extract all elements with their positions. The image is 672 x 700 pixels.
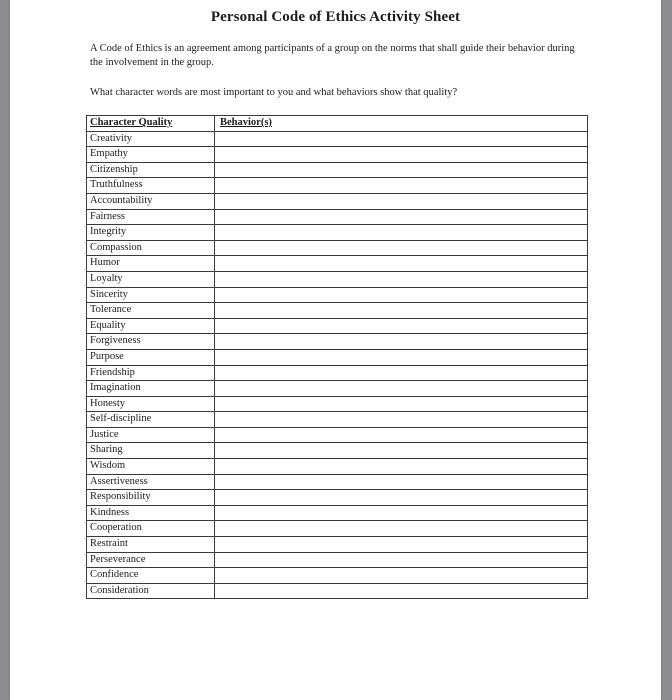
behavior-cell[interactable] bbox=[215, 537, 588, 553]
behavior-cell[interactable] bbox=[215, 349, 588, 365]
table-row bbox=[87, 537, 588, 553]
quality-cell: Accountability bbox=[87, 193, 215, 209]
quality-cell: Humor bbox=[87, 256, 215, 272]
table-row bbox=[87, 209, 588, 225]
table-row bbox=[87, 147, 588, 163]
quality-cell: Kindness bbox=[87, 505, 215, 521]
table-row bbox=[87, 505, 588, 521]
quality-cell: Restraint bbox=[87, 537, 215, 553]
quality-cell: Responsibility bbox=[87, 490, 215, 506]
quality-cell: Equality bbox=[87, 318, 215, 334]
behavior-cell[interactable] bbox=[215, 552, 588, 568]
quality-cell: Integrity bbox=[87, 225, 215, 241]
quality-cell: Honesty bbox=[87, 396, 215, 412]
table-row bbox=[87, 318, 588, 334]
table-row bbox=[87, 193, 588, 209]
quality-cell: Empathy bbox=[87, 147, 215, 163]
table-row bbox=[87, 412, 588, 428]
table-row bbox=[87, 256, 588, 272]
behavior-cell[interactable] bbox=[215, 318, 588, 334]
table-row bbox=[87, 381, 588, 397]
behavior-cell[interactable] bbox=[215, 412, 588, 428]
behavior-cell[interactable] bbox=[215, 583, 588, 599]
worksheet-page bbox=[10, 0, 661, 700]
quality-cell: Compassion bbox=[87, 240, 215, 256]
header-behaviors: Behavior(s) bbox=[215, 116, 588, 132]
table-row bbox=[87, 334, 588, 350]
table-row bbox=[87, 271, 588, 287]
quality-cell: Self-discipline bbox=[87, 412, 215, 428]
behavior-cell[interactable] bbox=[215, 381, 588, 397]
quality-cell: Consideration bbox=[87, 583, 215, 599]
behavior-cell[interactable] bbox=[215, 147, 588, 163]
behavior-cell[interactable] bbox=[215, 474, 588, 490]
behavior-cell[interactable] bbox=[215, 459, 588, 475]
quality-cell: Assertiveness bbox=[87, 474, 215, 490]
quality-cell: Loyalty bbox=[87, 271, 215, 287]
behavior-cell[interactable] bbox=[215, 240, 588, 256]
behavior-cell[interactable] bbox=[215, 131, 588, 147]
table-row bbox=[87, 443, 588, 459]
behavior-cell[interactable] bbox=[215, 256, 588, 272]
quality-cell: Sincerity bbox=[87, 287, 215, 303]
behavior-cell[interactable] bbox=[215, 303, 588, 319]
behavior-cell[interactable] bbox=[215, 193, 588, 209]
behavior-cell[interactable] bbox=[215, 271, 588, 287]
behavior-cell[interactable] bbox=[215, 209, 588, 225]
quality-cell: Fairness bbox=[87, 209, 215, 225]
table-row bbox=[87, 459, 588, 475]
quality-cell: Sharing bbox=[87, 443, 215, 459]
table-row bbox=[87, 287, 588, 303]
header-character-quality: Character Quality bbox=[87, 116, 215, 132]
table-header-row bbox=[87, 116, 588, 132]
quality-cell: Confidence bbox=[87, 568, 215, 584]
quality-cell: Creativity bbox=[87, 131, 215, 147]
quality-cell: Wisdom bbox=[87, 459, 215, 475]
quality-cell: Truthfulness bbox=[87, 178, 215, 194]
behavior-cell[interactable] bbox=[215, 427, 588, 443]
table-row bbox=[87, 303, 588, 319]
behavior-cell[interactable] bbox=[215, 225, 588, 241]
prompt-question: What character words are most important to you and what behaviors show that quality? bbox=[90, 87, 458, 98]
table-body bbox=[87, 131, 588, 599]
behavior-cell[interactable] bbox=[215, 162, 588, 178]
table-row bbox=[87, 178, 588, 194]
behavior-cell[interactable] bbox=[215, 396, 588, 412]
quality-cell: Imagination bbox=[87, 381, 215, 397]
ethics-table bbox=[86, 115, 588, 599]
quality-cell: Citizenship bbox=[87, 162, 215, 178]
table-row bbox=[87, 131, 588, 147]
table-row bbox=[87, 568, 588, 584]
behavior-cell[interactable] bbox=[215, 568, 588, 584]
quality-cell: Justice bbox=[87, 427, 215, 443]
table-row bbox=[87, 365, 588, 381]
table-row bbox=[87, 225, 588, 241]
quality-cell: Perseverance bbox=[87, 552, 215, 568]
behavior-cell[interactable] bbox=[215, 443, 588, 459]
quality-cell: Forgiveness bbox=[87, 334, 215, 350]
behavior-cell[interactable] bbox=[215, 365, 588, 381]
quality-cell: Purpose bbox=[87, 349, 215, 365]
page-title: Personal Code of Ethics Activity Sheet bbox=[210, 9, 461, 25]
behavior-cell[interactable] bbox=[215, 287, 588, 303]
table-row bbox=[87, 552, 588, 568]
intro-paragraph: A Code of Ethics is an agreement among participants of a group on the norms that shall guide their behavior during the involvement in the group. bbox=[90, 43, 575, 68]
behavior-cell[interactable] bbox=[215, 505, 588, 521]
table-row bbox=[87, 240, 588, 256]
quality-cell: Cooperation bbox=[87, 521, 215, 537]
behavior-cell[interactable] bbox=[215, 521, 588, 537]
table-row bbox=[87, 427, 588, 443]
quality-cell: Tolerance bbox=[87, 303, 215, 319]
table-row bbox=[87, 490, 588, 506]
quality-cell: Friendship bbox=[87, 365, 215, 381]
table-row bbox=[87, 396, 588, 412]
table-row bbox=[87, 162, 588, 178]
table-row bbox=[87, 521, 588, 537]
table-row bbox=[87, 349, 588, 365]
behavior-cell[interactable] bbox=[215, 490, 588, 506]
behavior-cell[interactable] bbox=[215, 178, 588, 194]
table-row bbox=[87, 583, 588, 599]
table-row bbox=[87, 474, 588, 490]
behavior-cell[interactable] bbox=[215, 334, 588, 350]
